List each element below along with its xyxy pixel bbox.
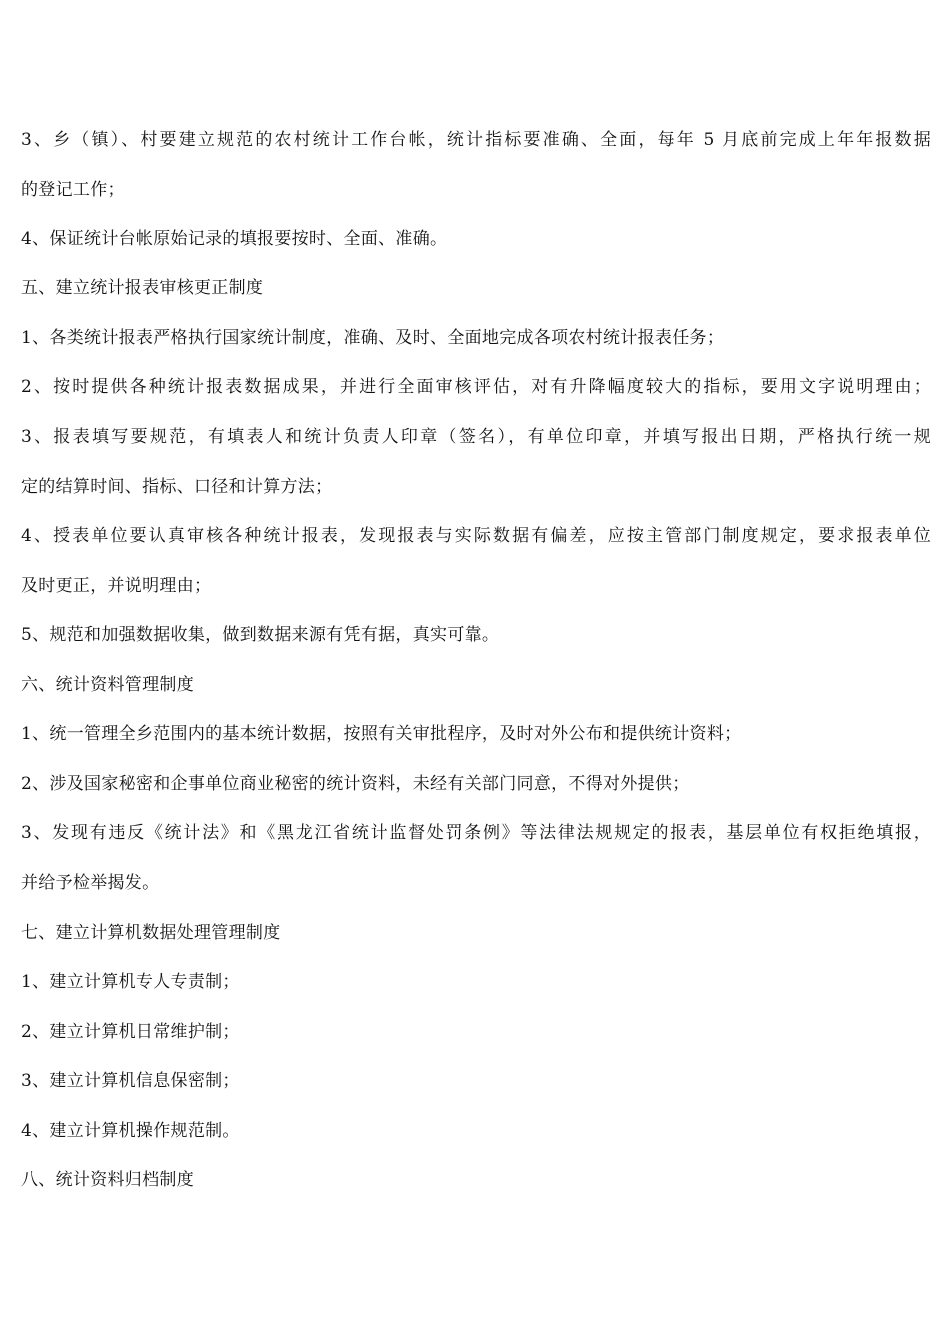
text-line: 1、各类统计报表严格执行国家统计制度，准确、及时、全面地完成各项农村统计报表任务； xyxy=(21,328,725,348)
text-line: 1、统一管理全乡范围内的基本统计数据，按照有关审批程序，及时对外公布和提供统计资料； xyxy=(21,724,742,744)
text-line: 的登记工作； xyxy=(21,180,125,200)
text-line: 2、涉及国家秘密和企事单位商业秘密的统计资料，未经有关部门同意，不得对外提供； xyxy=(21,774,690,794)
section-heading: 五、建立统计报表审核更正制度 xyxy=(21,278,264,298)
section-heading: 七、建立计算机数据处理管理制度 xyxy=(21,923,281,943)
section-heading: 八、统计资料归档制度 xyxy=(21,1170,194,1190)
text-line: 定的结算时间、指标、口径和计算方法； xyxy=(21,477,333,497)
text-line: 4、保证统计台帐原始记录的填报要按时、全面、准确。 xyxy=(21,229,448,249)
text-line: 3、报表填写要规范，有填表人和统计负责人印章（签名），有单位印章，并填写报出日期，严格执行统一规 xyxy=(21,427,931,447)
text-line: 3、发现有违反《统计法》和《黑龙江省统计监督处罚条例》等法律法规规定的报表，基层单位有权拒绝填报， xyxy=(21,823,931,843)
text-line: 4、建立计算机操作规范制。 xyxy=(21,1121,240,1141)
text-line: 4、授表单位要认真审核各种统计报表，发现报表与实际数据有偏差，应按主管部门制度规定，要求报表单位 xyxy=(21,526,931,546)
text-line: 3、建立计算机信息保密制； xyxy=(21,1071,240,1091)
text-line: 1、建立计算机专人专责制； xyxy=(21,972,240,992)
text-line: 3、乡（镇）、村要建立规范的农村统计工作台帐，统计指标要准确、全面，每年 5 月底前完成上年年报数据 xyxy=(21,130,931,150)
section-heading: 六、统计资料管理制度 xyxy=(21,675,194,695)
text-line: 并给予检举揭发。 xyxy=(21,873,160,893)
text-line: 2、按时提供各种统计报表数据成果，并进行全面审核评估，对有升降幅度较大的指标，要用文字说明理由； xyxy=(21,377,931,397)
text-line: 及时更正，并说明理由； xyxy=(21,576,212,596)
text-line: 2、建立计算机日常维护制； xyxy=(21,1022,240,1042)
text-line: 5、规范和加强数据收集，做到数据来源有凭有据，真实可靠。 xyxy=(21,625,500,645)
